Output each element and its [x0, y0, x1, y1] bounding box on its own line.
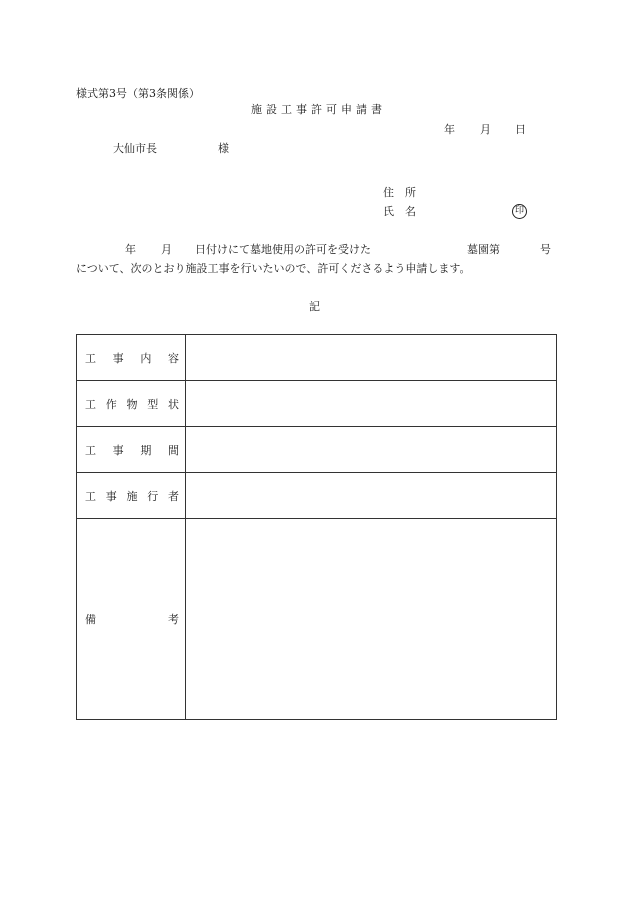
date-year-label: 年	[444, 123, 455, 136]
label-char: 作	[105, 397, 117, 411]
row-value-structure-shape[interactable]	[186, 381, 557, 427]
label-char: 者	[168, 489, 179, 503]
row-label-contractor	[77, 473, 186, 519]
label-char: 状	[168, 397, 179, 411]
label-char: 事	[105, 489, 117, 503]
label-char: 行	[147, 489, 159, 503]
row-label-work-period	[77, 427, 186, 473]
label-char: 型	[147, 397, 159, 411]
body-line-2: について、次のとおり施設工事を行いたいので、許可くださるよう申請します。	[76, 262, 471, 275]
ki-heading: 記	[309, 300, 320, 313]
label-char: 事	[112, 443, 124, 457]
body-cemetery-text: 墓園第	[467, 243, 500, 256]
seal-mark: 印	[512, 204, 527, 219]
label-char: 容	[167, 351, 179, 365]
table-row	[77, 427, 557, 473]
label-char: 期	[140, 443, 152, 457]
label-char: 事	[112, 351, 124, 365]
label-char: 備	[85, 613, 96, 626]
application-table	[76, 334, 557, 720]
name-label: 氏 名	[383, 205, 416, 218]
label-char: 物	[126, 397, 138, 411]
table-row	[77, 335, 557, 381]
table-row	[77, 473, 557, 519]
label-char: 考	[168, 613, 179, 626]
label-char: 間	[167, 443, 179, 457]
document-title: 施設工事許可申請書	[251, 103, 386, 116]
row-value-remarks[interactable]	[186, 519, 557, 720]
table-row	[77, 381, 557, 427]
row-label-structure-shape	[77, 381, 186, 427]
label-char: 工	[85, 489, 96, 503]
row-label-remarks	[77, 519, 186, 720]
body-number-suffix: 号	[540, 243, 551, 256]
addressee-name: 大仙市長	[113, 142, 157, 155]
body-month: 月	[161, 243, 172, 256]
addressee-honorific: 様	[218, 142, 229, 155]
body-year: 年	[125, 243, 136, 256]
address-label: 住 所	[383, 186, 416, 199]
label-char: 工	[85, 397, 96, 411]
row-value-work-period[interactable]	[186, 427, 557, 473]
label-char: 工	[85, 443, 96, 457]
form-number: 様式第3号（第3条関係）	[76, 87, 200, 100]
body-dated-text: 日付けにて墓地使用の許可を受けた	[195, 243, 371, 256]
label-char: 工	[85, 351, 96, 365]
row-value-contractor[interactable]	[186, 473, 557, 519]
label-char: 内	[140, 351, 152, 365]
table-row	[77, 519, 557, 720]
row-label-work-content	[77, 335, 186, 381]
row-value-work-content[interactable]	[186, 335, 557, 381]
date-month-label: 月	[480, 123, 491, 136]
date-day-label: 日	[515, 123, 526, 136]
label-char: 施	[126, 489, 138, 503]
